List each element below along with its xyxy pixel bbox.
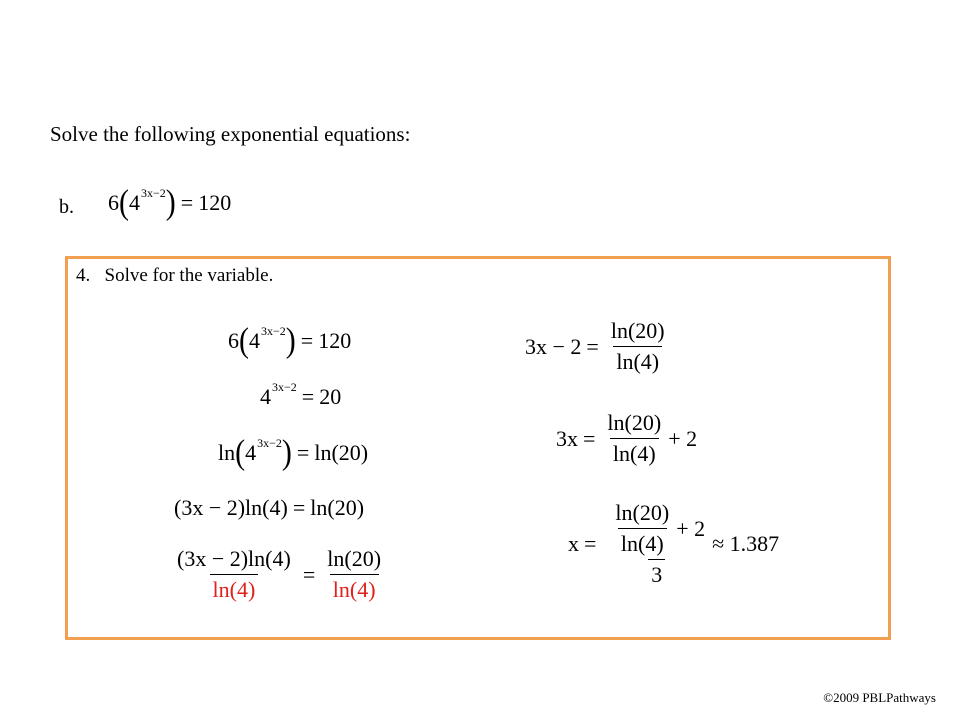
left-step-4: (3x − 2)ln(4) = ln(20) [174,495,365,520]
left-step-5: $\frac{(3x - 2)\ln(4)}{\ln(4)}$ = $\frac{\ln(20)}{\ln(4)}$ [177,546,382,602]
page-heading: Solve the following exponential equations: [50,122,411,146]
right-step-3: x = $\frac{\ln(20)}{\ln(4)}$ + 2 3 ≈ 1.387 [568,500,780,587]
coef: 6 [108,190,119,215]
right-step-2: 3x = $\frac{\ln(20)}{\ln(4)}$ + 2 [556,410,698,466]
part-label: b. [59,196,74,218]
problem-equation: 6 ( 4 3x−2 ) = 120 [108,183,232,222]
base: 4 [129,190,140,215]
rhs: 120 [198,190,232,215]
right-step-1: 3x − 2 = $\frac{\ln(20)}{\ln(4)}$ [525,318,665,374]
left-step-1: 6 ( 4 3x−2 ) = 120 [228,321,352,360]
left-step-2: 4 3x−2 = 20 [260,379,342,409]
exponent: 3x−2 [141,185,166,200]
left-step-3: ln ( 4 3x−2 ) = ln(20) [218,433,369,472]
step-label: 4. Solve for the variable. [76,265,274,286]
copyright-notice: ©2009 PBLPathways [823,690,936,705]
